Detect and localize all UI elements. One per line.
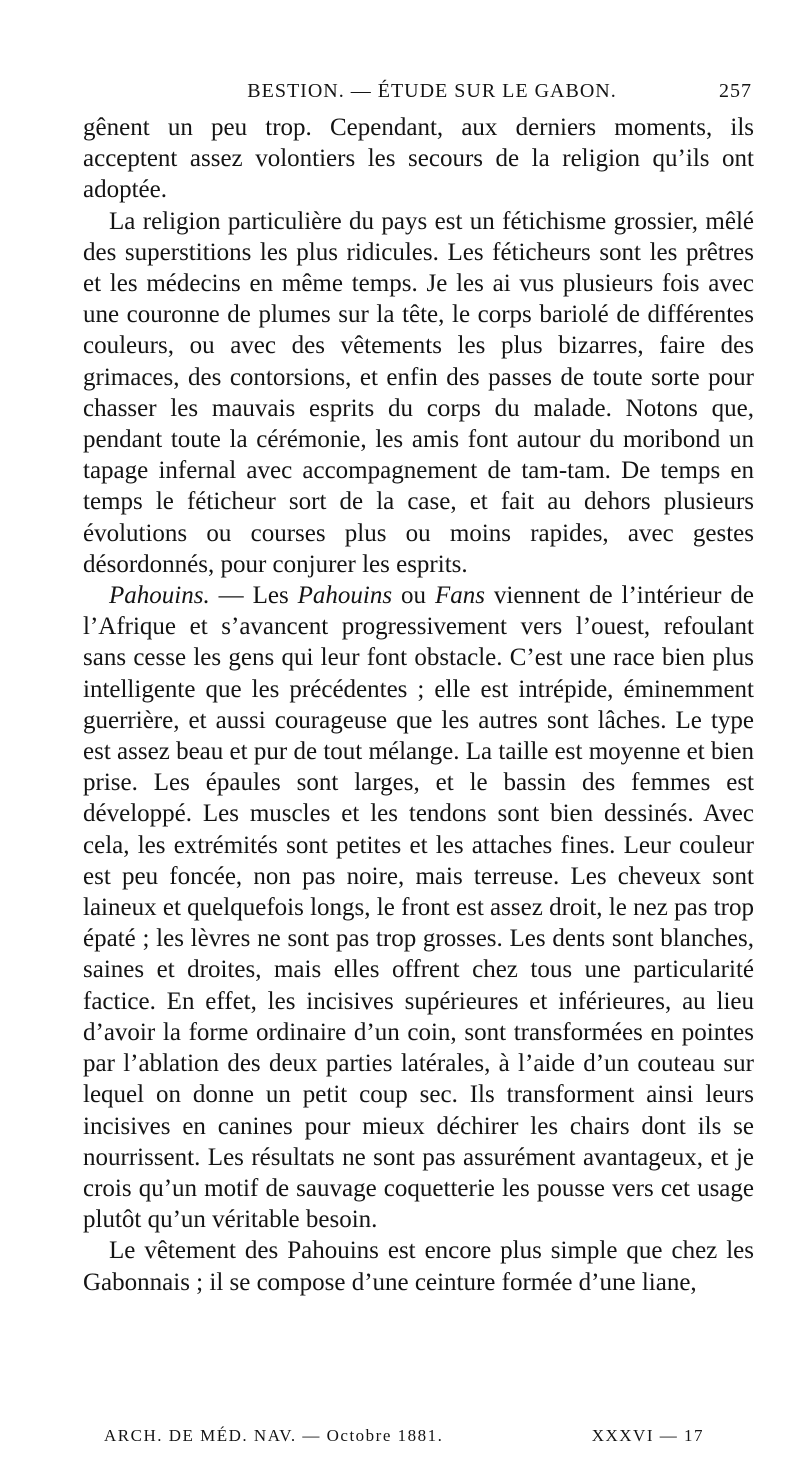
paragraph-pahouins bbox=[83, 580, 754, 1235]
paragraph-text: gênent un peu trop. Cependant, aux derniers moments, ils acceptent assez volontiers les secours de la religion qu’ils ont adoptée. bbox=[83, 114, 754, 204]
paragraph-text: La religion particulière du pays est un fétichisme grossier, mêlé des superstitions les plus ridicules. Les féticheurs sont les prêtres et les médecins en même temps. Je les ai vus plusieurs fois avec une couronne de plumes sur la tête, le corps bariolé de différentes couleurs, ou avec des vêtements les plus bizarres, faire des grimaces, des contorsions, et enfin des passes de toute sorte pour chasser les mauvais esprits du corps du malade. Notons que, pendant toute la cérémonie, les amis font autour du moribond un tapage infernal avec accompagnement de tam-tam. De temps en temps le féticheur sort de la case, et fait au dehors plusieurs évolutions ou courses plus ou moins rapides, avec gestes désordonnés, pour conjurer les esprits. bbox=[83, 207, 754, 578]
page-number: 257 bbox=[719, 80, 752, 102]
paragraph-religion bbox=[83, 206, 754, 580]
journal-reference: ARCH. DE MÉD. NAV. — Octobre 1881. bbox=[104, 1426, 444, 1445]
paragraph-continuation bbox=[83, 112, 754, 206]
paragraph-text: Le vêtement des Pahouins est encore plus simple que chez les Gabonnais ; il se compose d’une ceinture formée d’une liane, bbox=[83, 1237, 754, 1296]
paragraph-conjunction: ou bbox=[392, 582, 435, 610]
body-text bbox=[83, 112, 754, 1298]
signature-mark: XXXVI — 17 bbox=[591, 1426, 704, 1445]
running-header bbox=[72, 80, 752, 112]
paragraph-text: viennent de l’intérieur de l’Afrique et s’avancent progressivement vers l’ouest, refoulant sans cesse les gens qui leur font obstacle. C’est une race bien plus intelligente que les précédentes ; elle est intrépide, éminemment guerrière, et aussi courageuse que les autres sont lâches. Le type est assez beau et pur de tout mélange. La taille est moyenne et bien prise. Les épaules sont larges, et le bassin des femmes est développé. Les muscles et les tendons sont bien dessinés. Avec cela, les extrémités sont petites et les attaches fines. Leur couleur est peu foncée, non pas noire, mais terreuse. Les cheveux sont laineux et quelquefois longs, le front est assez droit, le nez pas trop épaté ; les lèvres ne sont pas trop grosses. Les dents sont blanches, saines et droites, mais elles offrent chez tous une particularité factice. En effet, les incisives supérieures et inférieures, au lieu d’avoir la forme ordinaire d’un coin, sont transformées en pointes par l’ablation des deux parties latérales, à l’aide d’un couteau sur lequel on donne un petit coup sec. Ils transforment ainsi leurs incisives en canines pour mieux déchirer les chairs dont ils se nourrissent. Les résultats ne sont pas assurément avantageux, et je crois qu’un motif de sauvage coquetterie les pousse vers cet usage plutôt qu’un véritable besoin. bbox=[83, 582, 754, 1234]
paragraph-vetement bbox=[83, 1235, 754, 1297]
paragraph-lead: — Les bbox=[209, 582, 298, 610]
page-footer bbox=[104, 1426, 704, 1450]
section-heading: Pahouins. bbox=[109, 582, 210, 610]
running-title: BESTION. — ÉTUDE SUR LE GABON. bbox=[247, 80, 617, 102]
italic-term: Fans bbox=[434, 582, 485, 610]
italic-term: Pahouins bbox=[297, 582, 393, 610]
